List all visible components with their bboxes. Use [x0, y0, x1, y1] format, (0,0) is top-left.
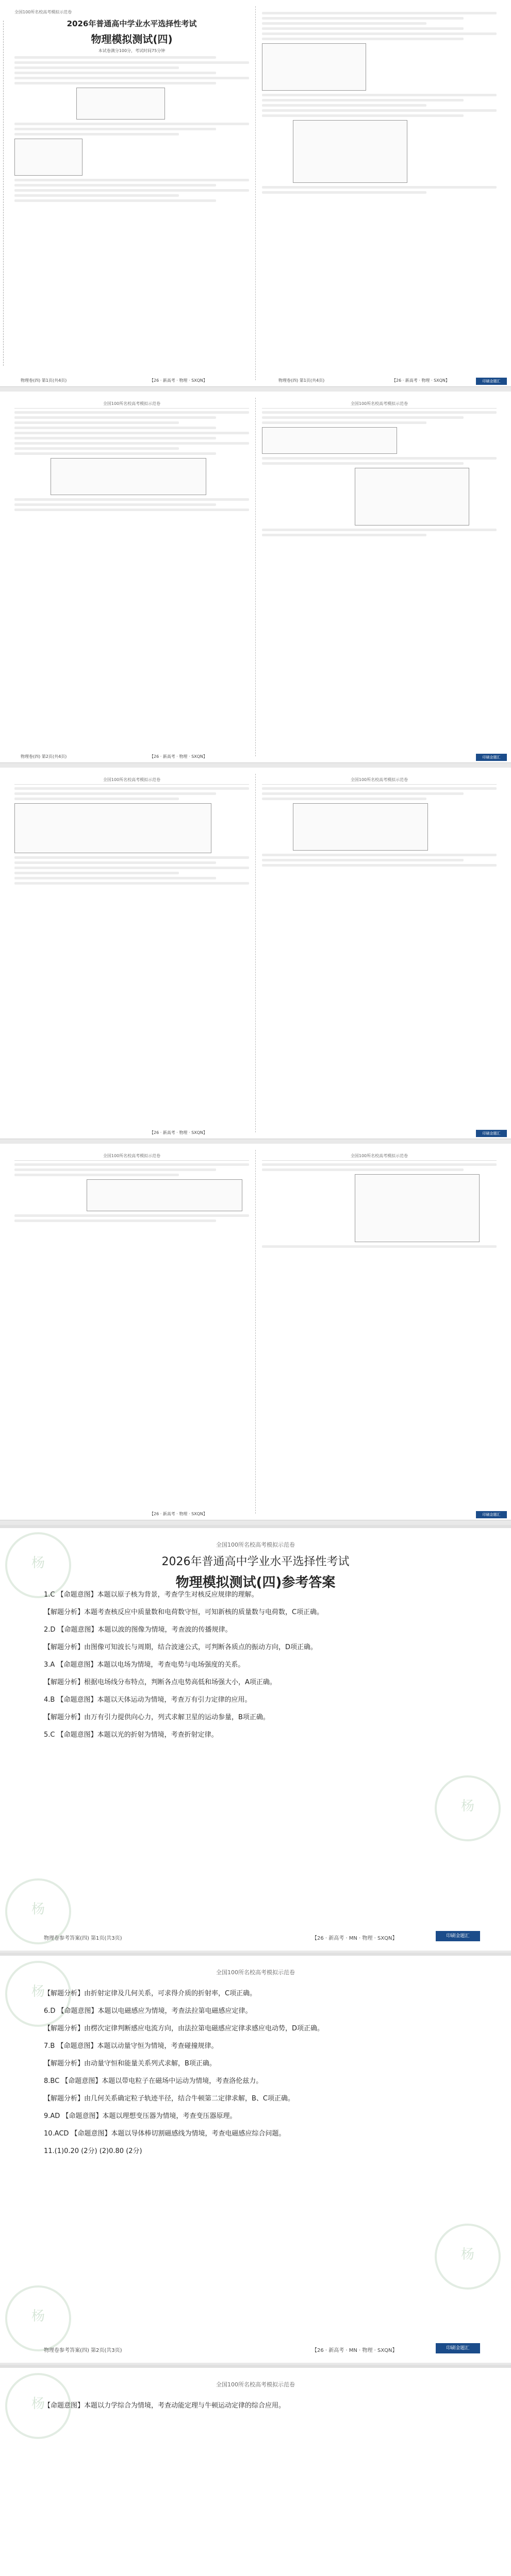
figure — [355, 468, 469, 526]
figure — [51, 458, 206, 495]
answer-line: 【解题分析】由折射定律及几何关系，可求得介质的折射率，C项正确。 — [44, 1990, 257, 1997]
watermark-seal: 杨 — [5, 1532, 71, 1598]
answer-line: 【解题分析】本题考查核反应中质量数和电荷数守恒，可知新核的质量数与电荷数，C项正确。 — [44, 1608, 324, 1616]
page-footer-code: 【26 · 新高考 · 物理 · SXQN】 — [150, 754, 207, 759]
answer-header: 2026年普通高中学业水平选择性考试 — [161, 1555, 350, 1568]
exam-subheader: 全国100所名校高考模拟示范卷 — [262, 401, 497, 409]
publisher-logo: 印刷金题汇 — [476, 1511, 507, 1518]
watermark-seal: 杨 — [5, 1961, 71, 2027]
page-footer: 物理卷(四) 第1页(共4页) — [278, 378, 325, 383]
exam-instructions: 本试卷满分100分，考试时间75分钟 — [98, 48, 166, 53]
answer-line: 【解题分析】由动量守恒和能量关系列式求解，B项正确。 — [44, 2060, 216, 2067]
column-divider — [255, 6, 256, 380]
figure — [14, 803, 211, 853]
exam-sheet-1 — [0, 0, 511, 387]
binding-line — [3, 21, 9, 366]
answer-body — [44, 1987, 480, 2332]
sheet4-left-column — [14, 1153, 249, 1511]
answer-line: 【命题意图】本题以力学综合为情境，考查动能定理与牛顿运动定律的综合应用。 — [44, 2402, 286, 2410]
exam-title: 物理模拟测试(四) — [91, 33, 173, 45]
page-footer-code: 【26 · 新高考 · 物理 · SXQN】 — [150, 1130, 207, 1135]
answer-footer — [44, 1931, 480, 1941]
column-divider — [255, 774, 256, 1132]
page-footer: 物理卷(四) 第2页(共4页) — [21, 754, 67, 759]
answer-subheader: 全国100所名校高考模拟示范卷 — [216, 1541, 295, 1548]
exam-subheader: 全国100所名校高考模拟示范卷 — [14, 1153, 249, 1161]
figure — [87, 1179, 242, 1211]
answer-source-code: 【26 · 新高考 · MN · 物理 · SXQN】 — [312, 1936, 398, 1941]
exam-sheet-3 — [0, 768, 511, 1139]
sheet4-right-column — [262, 1153, 497, 1511]
exam-header: 2026年普通高中学业水平选择性考试 — [67, 19, 197, 28]
figure — [293, 120, 407, 183]
watermark-seal: 杨 — [5, 2373, 71, 2439]
answer-title: 物理模拟测试(四)参考答案 — [175, 1575, 336, 1590]
publisher-logo: 印刷金题汇 — [476, 378, 507, 385]
answer-line: 【解题分析】根据电场线分布特点，判断各点电势高低和场强大小，A项正确。 — [44, 1679, 276, 1686]
answer-footer — [44, 2343, 480, 2353]
figure — [293, 803, 428, 851]
answer-line: 1.C 【命题意图】本题以原子核为背景，考查学生对核反应规律的理解。 — [44, 1591, 258, 1599]
exam-subheader: 全国100所名校高考模拟示范卷 — [14, 10, 72, 14]
figure — [14, 139, 83, 176]
answer-source-code: 【26 · 新高考 · MN · 物理 · SXQN】 — [312, 2348, 398, 2353]
exam-subheader: 全国100所名校高考模拟示范卷 — [14, 777, 249, 785]
publisher-logo: 印刷金题汇 — [476, 1130, 507, 1137]
publisher-logo: 印刷金题汇 — [476, 754, 507, 761]
answer-line: 【解题分析】由几何关系确定粒子轨迹半径，结合牛顿第二定律求解，B、C项正确。 — [44, 2095, 294, 2103]
answer-line: 3.A 【命题意图】本题以电场为情境，考查电势与电场强度的关系。 — [44, 1661, 245, 1669]
data-table — [262, 427, 397, 454]
answer-page-label: 物理卷参考答案(四) 第2页(共3页) — [44, 2348, 122, 2353]
answer-body — [44, 2399, 480, 2576]
answer-subheader: 全国100所名校高考模拟示范卷 — [216, 1969, 295, 1976]
graph-grid — [355, 1174, 480, 1242]
answer-sheet-1 — [0, 1525, 511, 1951]
answer-line: 8.BC 【命题意图】本题以带电粒子在磁场中运动为情境，考查洛伦兹力。 — [44, 2077, 263, 2085]
sheet1-left-column — [14, 9, 249, 377]
watermark-seal: 杨 — [5, 1878, 71, 1944]
answer-line: 10.ACD 【命题意图】本题以导体棒切割磁感线为情境，考查电磁感应综合问题。 — [44, 2130, 286, 2138]
exam-subheader: 全国100所名校高考模拟示范卷 — [262, 777, 497, 785]
answer-subheader: 全国100所名校高考模拟示范卷 — [216, 2381, 295, 2388]
watermark-seal: 杨 — [5, 2285, 71, 2351]
sheet1-right-column — [262, 9, 497, 377]
answer-line: 5.C 【命题意图】本题以光的折射为情境，考查折射定律。 — [44, 1731, 218, 1739]
exam-sheet-4 — [0, 1144, 511, 1520]
column-divider — [255, 1150, 256, 1514]
sheet2-left-column — [14, 401, 249, 753]
answer-line: 9.AD 【命题意图】本题以理想变压器为情境，考查变压器原理。 — [44, 2112, 237, 2120]
figure — [262, 43, 366, 91]
figure — [76, 88, 165, 120]
answer-sheet-2 — [0, 1953, 511, 2363]
sheet2-right-column — [262, 401, 497, 753]
exam-sheet-2 — [0, 392, 511, 763]
sheet3-left-column — [14, 777, 249, 1129]
column-divider — [255, 398, 256, 756]
exam-subheader: 全国100所名校高考模拟示范卷 — [14, 401, 249, 409]
answer-sheet-3 — [0, 2365, 511, 2576]
answer-line: 4.B 【命题意图】本题以天体运动为情境，考查万有引力定律的应用。 — [44, 1696, 252, 1704]
answer-body — [44, 1588, 480, 1920]
answer-line: 【解题分析】由图像可知波长与周期，结合波速公式，可判断各质点的振动方向，D项正确。 — [44, 1643, 318, 1651]
answer-line: 6.D 【命题意图】本题以电磁感应为情境，考查法拉第电磁感应定律。 — [44, 2007, 252, 2015]
answer-line: 【解题分析】由楞次定律判断感应电流方向，由法拉第电磁感应定律求感应电动势，D项正确。 — [44, 2025, 324, 2032]
publisher-logo: 印刷金题汇 — [436, 1931, 480, 1941]
watermark-seal: 杨 — [435, 2224, 501, 2290]
page-footer: 物理卷(四) 第1页(共4页) — [21, 378, 67, 383]
publisher-logo: 印刷金题汇 — [436, 2343, 480, 2353]
watermark-seal: 杨 — [435, 1775, 501, 1841]
answer-line: 【解题分析】由万有引力提供向心力，列式求解卫星的运动参量，B项正确。 — [44, 1714, 270, 1721]
page-footer-code: 【26 · 新高考 · 物理 · SXQN】 — [392, 378, 450, 383]
exam-subheader: 全国100所名校高考模拟示范卷 — [262, 1153, 497, 1161]
answer-line: 11.(1)0.20 (2分) (2)0.80 (2分) — [44, 2147, 142, 2155]
answer-line: 2.D 【命题意图】本题以波的图像为情境，考查波的传播规律。 — [44, 1626, 232, 1634]
page-footer-code: 【26 · 新高考 · 物理 · SXQN】 — [150, 1512, 207, 1516]
answer-page-label: 物理卷参考答案(四) 第1页(共3页) — [44, 1936, 122, 1941]
sheet3-right-column — [262, 777, 497, 1129]
page-footer-code: 【26 · 新高考 · 物理 · SXQN】 — [150, 378, 207, 383]
answer-line: 7.B 【命题意图】本题以动量守恒为情境，考查碰撞规律。 — [44, 2042, 218, 2050]
